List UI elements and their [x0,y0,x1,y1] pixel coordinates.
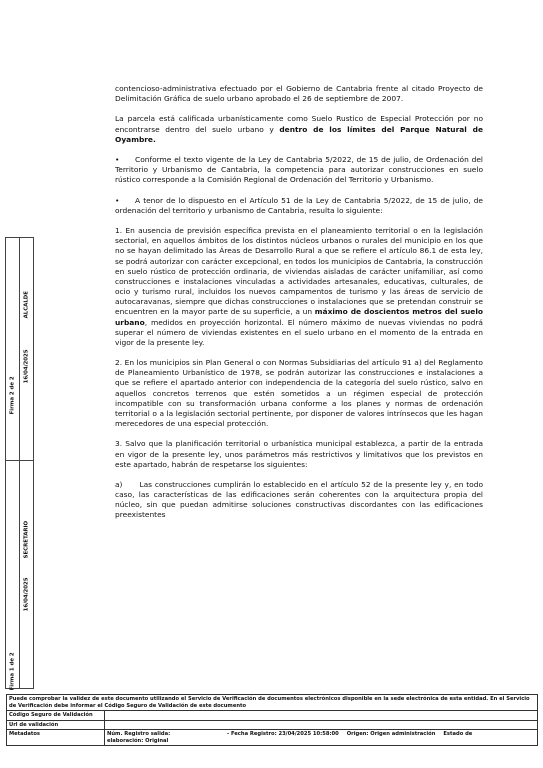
paragraph-1: contencioso-administrativa efectuado por el Gobierno de Cantabria frente al citado Proyecto de Delimitación Gráfica de suelo urbano aprobado el 26 de septiembre de 2007. [115,84,483,104]
alcalde-role: ALCALDE [23,291,30,319]
footer-notice-row [7,695,537,710]
firma-1-label: Firma 1 de 2 [9,652,16,691]
footer-metadata-row [7,729,537,744]
registro-salida: Núm. Registro salida: [107,731,171,738]
paragraph-4: • A tenor de lo dispuesto en el Artículo 51 de la Ley de Cantabria 5/2022, de 15 de julio, de ordenación del territorio y urbanismo de Cantabria, resulta lo siguiente: [115,195,483,215]
paragraph-3: • Conforme el texto vigente de la Ley de Cantabria 5/2022, de 15 de julio, de Ordenación del Territorio y Urbanismo de Cantabria, la competencia para autorizar construcciones en suelo rústico corresponde a la Comisión Regional de Ordenación del Territorio y Urbanismo. [115,155,483,185]
alcalde-date: 16/04/2025 [23,349,30,384]
estado: Estado de [443,731,473,738]
footer-url-row [7,720,537,730]
maximo-distancia-emphasis: máximo de doscientos metros del suelo urbano [115,307,483,327]
parque-natural-emphasis: dentro de los límites del Parque Natural de Oyambre. [115,124,483,144]
signature-divider [20,460,34,461]
elaboracion: elaboración: Original [107,737,169,744]
origen: Origen: Origen administración [346,731,436,738]
secretario-date: 16/04/2025 [23,577,30,612]
metadata-values [105,730,537,744]
secretario-role: SECRETARIO [23,520,30,559]
fecha-registro: - Fecha Registro: 23/04/2025 10:58:00 [227,731,339,738]
paragraph-6: 2. En los municipios sin Plan General o con Normas Subsidiarias del artículo 91 a) del Reglamento de Planeamiento Urbanístico de 1978, se podrán autorizar las construcciones e instalaciones a que se refiere el apartado anterior con independencia de la categoría del suelo rústico, salvo en aquellos concretos terrenos que estén sometidos a un régimen especial de protección incompatible con su transformación urbana conforme a los planes y normas de ordenación territorial o a la legislación sectorial pertinente, por disponer de valores intrínsecos que les hagan merecedores de una especial protección. [115,358,483,429]
paragraph-2: La parcela está calificada urbanísticamente como Suelo Rustico de Especial Protección por no encontrarse dentro del suelo urbano y dentro de los límites del Parque Natural de Oyambre. [115,114,483,144]
verification-notice: Puede comprobar la validez de este documento utilizando el Servicio de Verificación de documentos electrónicos disponible en la sede electrónica de esta entidad. En el Servicio de Verificación debe informar el Código Seguro de Validación de este documento [9,696,530,709]
csv-label: Código Seguro de Validación [7,711,105,720]
signature-strip [5,237,34,689]
signature-column-roles [20,238,34,688]
document-body [115,84,483,531]
footer-csv-row [7,710,537,720]
metadata-label: Metadatos [7,730,105,744]
paragraph-5: 1. En ausencia de previsión específica prevista en el planeamiento territorial o en la legislación sectorial, en aquellos ámbitos de los distintos núcleos urbanos o rurales del municipio en los que no se hayan delimitado las Áreas de Desarrollo Rural a que se refiere el artículo 86.1 de esta ley, se podrá autorizar con carácter excepcional, en todos los municipios de Cantabria, la construcción en suelo rústico de protección ordinaria, de viviendas aisladas de carácter unifamiliar, así como construcciones e instalaciones vinculadas a actividades artesanales, educativas, culturales, de ocio y turismo rural, incluidos los nuevos campamentos de turismo y las áreas de servicio de autocaravanas, siempre que dichas construcciones o instalaciones que se pretendan construir se encuentren en la mayor parte de su superficie, a un máximo de doscientos metros del suelo urbano, medidos en proyección horizontal. El número máximo de nuevas viviendas no podrá superar el número de viviendas existentes en el suelo urbano en el momento de la entrada en vigor de la presente ley. [115,226,483,347]
paragraph-7: 3. Salvo que la planificación territorial o urbanística municipal establezca, a partir de la entrada en vigor de la presente ley, unos parámetros más restrictivos y limitativos que los previstos en este apartado, habrán de respetarse los siguientes: [115,439,483,469]
url-value[interactable] [105,721,537,730]
signature-divider [6,460,20,461]
paragraph-8: a) Las construcciones cumplirán lo establecido en el artículo 52 de la presente ley y, en todo caso, las características de las edificaciones serán coherentes con la arquitectura propia del núcleo, sin que puedan admitirse soluciones constructivas discordantes con las edificaciones preexistentes [115,479,483,520]
bullet-icon: • [115,155,120,165]
verification-footer [6,694,538,746]
csv-value [105,711,537,720]
bullet-icon: • [115,195,120,205]
registro-block [107,731,223,743]
firma-2-label: Firma 2 de 2 [9,376,16,415]
url-label: Url de validación [7,721,105,730]
signature-column-firma-labels [6,238,20,691]
